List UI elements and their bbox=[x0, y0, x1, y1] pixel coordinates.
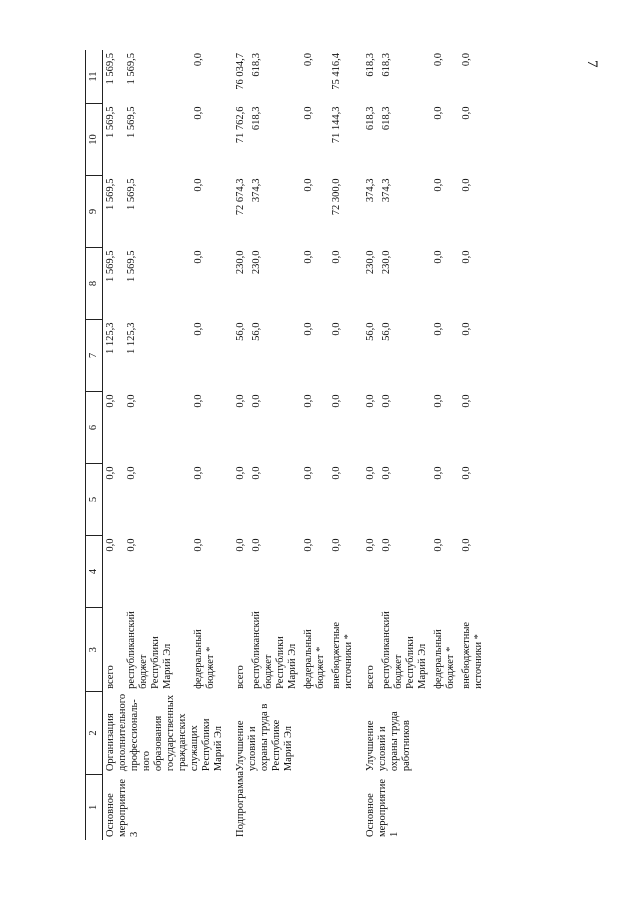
value-cell: 0,0 bbox=[433, 466, 444, 480]
value-cell: 618,3 bbox=[365, 53, 376, 77]
col-header: 4 bbox=[86, 536, 103, 608]
value-cell: 56,0 bbox=[381, 322, 392, 341]
funding-source-cell: внебюджетные источники * bbox=[461, 621, 484, 689]
value-cell: 374,3 bbox=[365, 178, 376, 203]
value-cell: 230,0 bbox=[381, 250, 392, 275]
value-cell: 0,0 bbox=[303, 538, 314, 552]
value-cell: 1 569,5 bbox=[105, 178, 116, 211]
table-row bbox=[363, 50, 379, 840]
rotated-table-wrapper bbox=[85, 50, 625, 840]
value-cell: 0,0 bbox=[192, 394, 204, 408]
funding-source-cell: всего bbox=[365, 665, 376, 689]
value-cell: 0,0 bbox=[192, 466, 204, 480]
item-name-cell: Организация дополнительного профессиональ- ного образования государственных гражданских служащих Республики Марий Эл bbox=[105, 693, 224, 772]
value-cell: 0,0 bbox=[192, 538, 204, 552]
funding-source-cell: республиканский бюджет Республики Марий Эл bbox=[251, 611, 298, 689]
funding-source-cell: всего bbox=[105, 665, 116, 689]
value-cell: 230,0 bbox=[365, 250, 376, 275]
value-cell: 0,0 bbox=[433, 538, 444, 552]
value-cell: 0,0 bbox=[303, 178, 314, 192]
value-cell: 0,0 bbox=[192, 53, 204, 67]
value-cell: 0,0 bbox=[461, 53, 472, 67]
value-cell: 0,0 bbox=[105, 538, 116, 552]
value-cell: 72 300,0 bbox=[331, 178, 342, 216]
value-cell: 1 569,5 bbox=[105, 106, 116, 139]
col-header: 11 bbox=[86, 50, 103, 104]
value-cell: 0,0 bbox=[461, 106, 472, 120]
value-cell: 0,0 bbox=[303, 106, 314, 120]
value-cell: 618,3 bbox=[365, 106, 376, 131]
value-cell: 1 569,5 bbox=[105, 53, 116, 85]
value-cell: 0,0 bbox=[192, 106, 204, 120]
funding-source-cell: федеральный бюджет * bbox=[303, 629, 326, 689]
value-cell: 1 569,5 bbox=[105, 250, 116, 283]
value-cell: 72 674,3 bbox=[235, 178, 246, 216]
value-cell: 618,3 bbox=[381, 106, 392, 131]
col-header: 8 bbox=[86, 248, 103, 320]
value-cell: 0,0 bbox=[381, 466, 392, 480]
value-cell: 0,0 bbox=[125, 538, 137, 552]
funding-source-cell: республиканский бюджет Республики Марий Эл bbox=[381, 611, 428, 689]
col-header: 3 bbox=[86, 608, 103, 692]
col-header: 9 bbox=[86, 176, 103, 248]
value-cell: 0,0 bbox=[303, 466, 314, 480]
value-cell: 0,0 bbox=[303, 250, 314, 264]
funding-source-cell: всего bbox=[235, 665, 246, 689]
value-cell: 0,0 bbox=[461, 178, 472, 192]
value-cell: 1 569,5 bbox=[125, 178, 137, 211]
value-cell: 0,0 bbox=[303, 53, 314, 67]
page-number: 7 bbox=[584, 60, 600, 68]
value-cell: 0,0 bbox=[461, 322, 472, 336]
value-cell: 0,0 bbox=[365, 394, 376, 408]
table-row bbox=[103, 50, 124, 840]
value-cell: 0,0 bbox=[303, 322, 314, 336]
funding-source-cell: федеральный бюджет * bbox=[192, 629, 216, 689]
value-cell: 0,0 bbox=[235, 394, 246, 408]
value-cell: 0,0 bbox=[235, 466, 246, 480]
col-header: 2 bbox=[86, 692, 103, 774]
budget-table bbox=[85, 50, 487, 840]
table-row bbox=[233, 50, 249, 840]
item-type-cell: Подпрограмма bbox=[235, 770, 246, 837]
value-cell: 0,0 bbox=[433, 53, 444, 67]
value-cell: 0,0 bbox=[433, 322, 444, 336]
value-cell: 1 569,5 bbox=[125, 106, 137, 139]
value-cell: 0,0 bbox=[251, 538, 262, 552]
col-header: 10 bbox=[86, 104, 103, 176]
value-cell: 0,0 bbox=[381, 394, 392, 408]
item-type-cell: Основное мероприятие 1 bbox=[365, 779, 400, 837]
value-cell: 0,0 bbox=[331, 538, 342, 552]
value-cell: 0,0 bbox=[192, 322, 204, 336]
value-cell: 0,0 bbox=[433, 250, 444, 264]
value-cell: 56,0 bbox=[235, 322, 246, 341]
value-cell: 75 416,4 bbox=[331, 53, 342, 90]
value-cell: 1 125,3 bbox=[105, 322, 116, 355]
value-cell: 0,0 bbox=[105, 394, 116, 408]
value-cell: 0,0 bbox=[365, 466, 376, 480]
value-cell: 0,0 bbox=[331, 466, 342, 480]
value-cell: 230,0 bbox=[251, 250, 262, 275]
item-name-cell: Улучшение условий и охраны труда в Республике Марий Эл bbox=[235, 703, 294, 772]
item-name-cell: Улучшение условий и охраны труда работников bbox=[365, 711, 412, 772]
value-cell: 0,0 bbox=[433, 106, 444, 120]
value-cell: 374,3 bbox=[381, 178, 392, 203]
value-cell: 0,0 bbox=[461, 394, 472, 408]
value-cell: 56,0 bbox=[251, 322, 262, 341]
funding-source-cell: республиканский бюджет Республики Марий Эл bbox=[125, 611, 173, 689]
value-cell: 0,0 bbox=[125, 466, 137, 480]
value-cell: 1 569,5 bbox=[125, 250, 137, 283]
value-cell: 0,0 bbox=[331, 250, 342, 264]
funding-source-cell: внебюджетные источники * bbox=[331, 621, 354, 689]
value-cell: 0,0 bbox=[461, 250, 472, 264]
value-cell: 71 762,6 bbox=[235, 106, 246, 144]
value-cell: 0,0 bbox=[251, 466, 262, 480]
value-cell: 71 144,3 bbox=[331, 106, 342, 144]
value-cell: 0,0 bbox=[433, 178, 444, 192]
header-row bbox=[86, 50, 103, 840]
value-cell: 56,0 bbox=[365, 322, 376, 341]
value-cell: 374,3 bbox=[251, 178, 262, 203]
value-cell: 618,3 bbox=[251, 106, 262, 131]
value-cell: 618,3 bbox=[251, 53, 262, 77]
item-type-cell: Основное мероприятие 3 bbox=[105, 779, 140, 837]
value-cell: 0,0 bbox=[192, 250, 204, 264]
value-cell: 0,0 bbox=[461, 466, 472, 480]
value-cell: 0,0 bbox=[461, 538, 472, 552]
value-cell: 0,0 bbox=[331, 394, 342, 408]
value-cell: 0,0 bbox=[381, 538, 392, 552]
value-cell: 0,0 bbox=[125, 394, 137, 408]
value-cell: 0,0 bbox=[331, 322, 342, 336]
col-header: 7 bbox=[86, 320, 103, 392]
value-cell: 230,0 bbox=[235, 250, 246, 275]
value-cell: 0,0 bbox=[192, 178, 204, 192]
value-cell: 76 034,7 bbox=[235, 53, 246, 90]
value-cell: 0,0 bbox=[235, 538, 246, 552]
value-cell: 0,0 bbox=[251, 394, 262, 408]
col-header: 5 bbox=[86, 464, 103, 536]
value-cell: 1 125,3 bbox=[125, 322, 137, 355]
value-cell: 1 569,5 bbox=[125, 53, 137, 85]
col-header: 1 bbox=[86, 774, 103, 840]
col-header: 6 bbox=[86, 392, 103, 464]
value-cell: 0,0 bbox=[365, 538, 376, 552]
value-cell: 0,0 bbox=[433, 394, 444, 408]
value-cell: 618,3 bbox=[381, 53, 392, 77]
funding-source-cell: федеральный бюджет * bbox=[433, 629, 456, 689]
value-cell: 0,0 bbox=[303, 394, 314, 408]
value-cell: 0,0 bbox=[105, 466, 116, 480]
